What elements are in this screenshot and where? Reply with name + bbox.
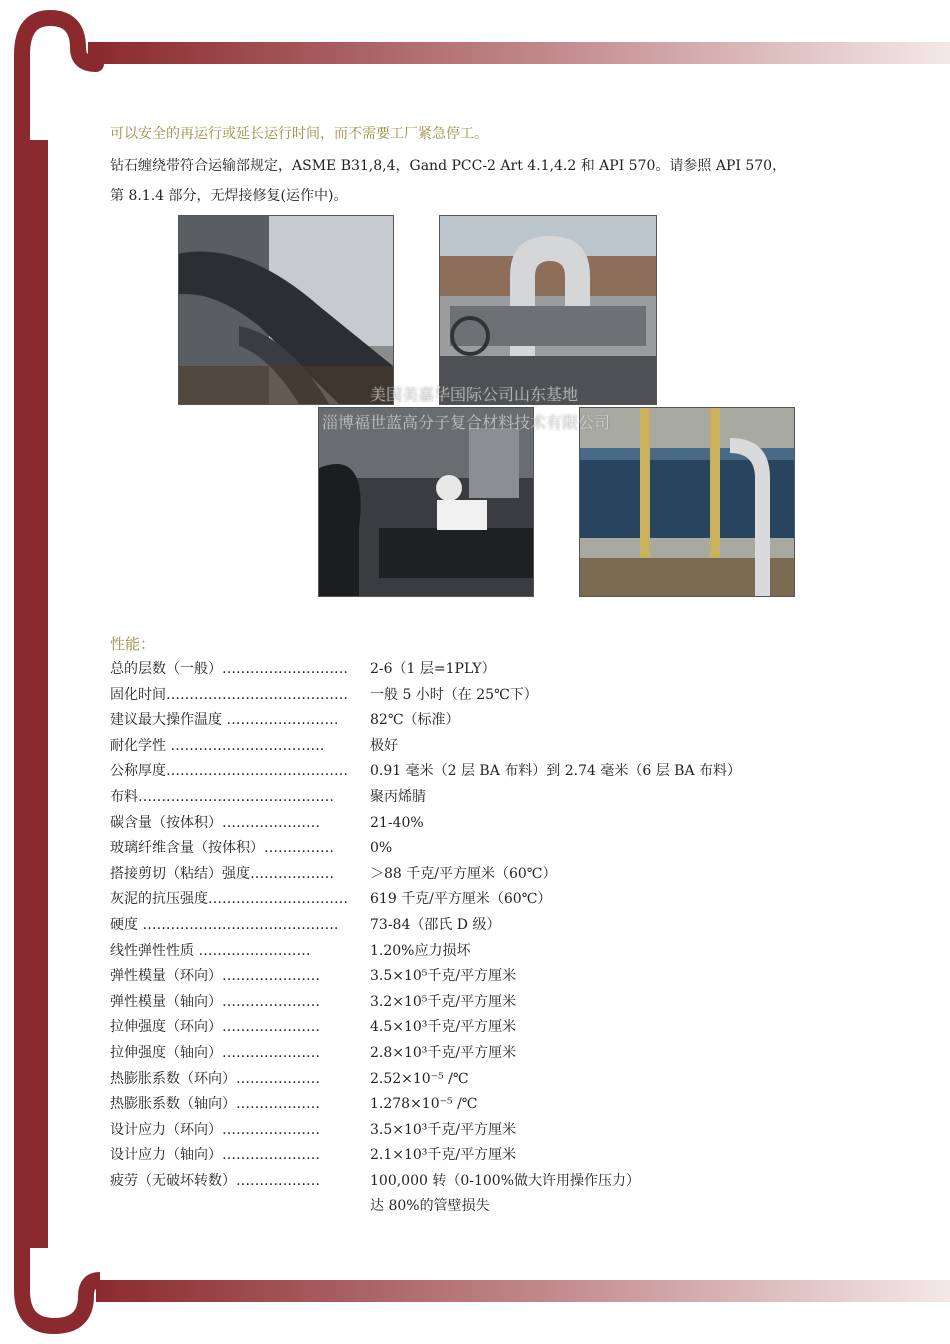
spec-row xyxy=(110,913,870,939)
spec-value: 619 千克/平方厘米（60℃） xyxy=(370,891,552,908)
spec-row xyxy=(110,683,870,709)
intro-highlight: 可以安全的再运行或延长运行时间，而不需要工厂紧急停工。 xyxy=(110,126,488,142)
spec-value: 3.2×10⁵千克/平方厘米 xyxy=(370,993,517,1010)
spec-label: 耐化学性 …………………………… xyxy=(110,737,325,754)
spec-value: 0.91 毫米（2 层 BA 布料）到 2.74 毫米（6 层 BA 布料） xyxy=(370,763,742,780)
spec-row xyxy=(110,759,870,785)
spec-row xyxy=(110,734,870,760)
specs-list xyxy=(110,657,870,1220)
spec-label: 公称厚度………………………………… xyxy=(110,763,348,780)
spec-label: 热膨胀系数（环向）……………… xyxy=(110,1070,320,1087)
spec-row xyxy=(110,1092,870,1118)
spec-row xyxy=(110,1118,870,1144)
spec-value: 4.5×10³千克/平方厘米 xyxy=(370,1019,517,1036)
spec-continuation: 达 80%的管壁损失 xyxy=(370,1198,490,1215)
watermark-line-1: 美国美嘉华国际公司山东基地 xyxy=(370,385,579,404)
spec-label: 碳含量（按体积）………………… xyxy=(110,814,320,831)
spec-value: 0% xyxy=(370,840,393,857)
spec-row xyxy=(110,1067,870,1093)
spec-label: 搭接剪切（粘结）强度……………… xyxy=(110,865,334,882)
spec-label: 线性弹性性质 …………………… xyxy=(110,942,311,959)
spec-value: 聚丙烯腈 xyxy=(370,788,426,805)
spec-row xyxy=(110,811,870,837)
spec-value: 82℃（标准） xyxy=(370,712,460,729)
spec-label: 疲劳（无破坏转数）……………… xyxy=(110,1172,320,1189)
spec-row xyxy=(110,785,870,811)
spec-label: 设计应力（环向）………………… xyxy=(110,1121,320,1138)
spec-label: 拉伸强度（环向）………………… xyxy=(110,1019,320,1036)
spec-label: 固化时间………………………………… xyxy=(110,686,348,703)
spec-value: 极好 xyxy=(370,737,398,754)
spec-row xyxy=(110,1143,870,1169)
spec-label: 弹性模量（环向）………………… xyxy=(110,968,320,985)
spec-value: 2.8×10³千克/平方厘米 xyxy=(370,1044,517,1061)
spec-row xyxy=(110,657,870,683)
intro-line-1: 钻石缠绕带符合运输部规定，ASME B31,8,4，Gand PCC-2 Art 4.1,4.2 和 API 570。请参照 API 570， xyxy=(110,158,787,174)
spec-value: 2-6（1 层=1PLY） xyxy=(370,661,496,677)
spec-row xyxy=(110,990,870,1016)
spec-row xyxy=(110,887,870,913)
spec-value: 2.1×10³千克/平方厘米 xyxy=(370,1147,517,1164)
photo-pipe-wrap-4 xyxy=(579,407,795,597)
specs-title: 性能： xyxy=(110,635,156,653)
spec-value: ＞88 千克/平方厘米（60℃） xyxy=(370,865,557,882)
intro-line-2: 第 8.1.4 部分，无焊接修复(运作中)。 xyxy=(110,188,348,204)
spec-label: 弹性模量（轴向）………………… xyxy=(110,993,320,1010)
spec-value: 一般 5 小时（在 25℃下） xyxy=(370,686,538,703)
spec-row xyxy=(110,708,870,734)
spec-label: 布料…………………………………… xyxy=(110,788,334,805)
spec-row-continuation xyxy=(110,1194,870,1220)
spec-row xyxy=(110,964,870,990)
spec-row xyxy=(110,1041,870,1067)
watermark-line-2: 淄博福世蓝高分子复合材料技术有限公司 xyxy=(322,413,611,432)
spec-label: 热膨胀系数（轴向）……………… xyxy=(110,1096,320,1113)
spec-value: 100,000 转（0-100%做大许用操作压力） xyxy=(370,1172,641,1189)
spec-row xyxy=(110,862,870,888)
photo-pipe-wrap-3 xyxy=(318,407,534,597)
spec-label: 总的层数（一般）……………………… xyxy=(110,661,348,677)
spec-label: 设计应力（轴向）………………… xyxy=(110,1147,320,1164)
spec-value: 2.52×10⁻⁵ /℃ xyxy=(370,1070,469,1087)
spec-value: 3.5×10³千克/平方厘米 xyxy=(370,1121,517,1138)
spec-value: 1.20%应力损坏 xyxy=(370,942,471,959)
photo-pipe-wrap-1 xyxy=(178,215,394,405)
spec-row xyxy=(110,939,870,965)
spec-row xyxy=(110,1015,870,1041)
spec-value: 1.278×10⁻⁵ /℃ xyxy=(370,1096,478,1113)
spec-value: 73-84（邵氏 D 级） xyxy=(370,916,501,933)
spec-row xyxy=(110,1169,870,1195)
spec-row xyxy=(110,836,870,862)
spec-label: 拉伸强度（轴向）………………… xyxy=(110,1044,320,1061)
spec-label: 硬度 …………………………………… xyxy=(110,916,339,933)
photo-pipe-wrap-2 xyxy=(439,215,657,405)
spec-value: 21-40% xyxy=(370,814,424,831)
spec-label: 灰泥的抗压强度………………………… xyxy=(110,891,348,908)
spec-label: 建议最大操作温度 …………………… xyxy=(110,712,339,729)
spec-label: 玻璃纤维含量（按体积）…………… xyxy=(110,840,334,857)
spec-value: 3.5×10⁵千克/平方厘米 xyxy=(370,968,517,985)
